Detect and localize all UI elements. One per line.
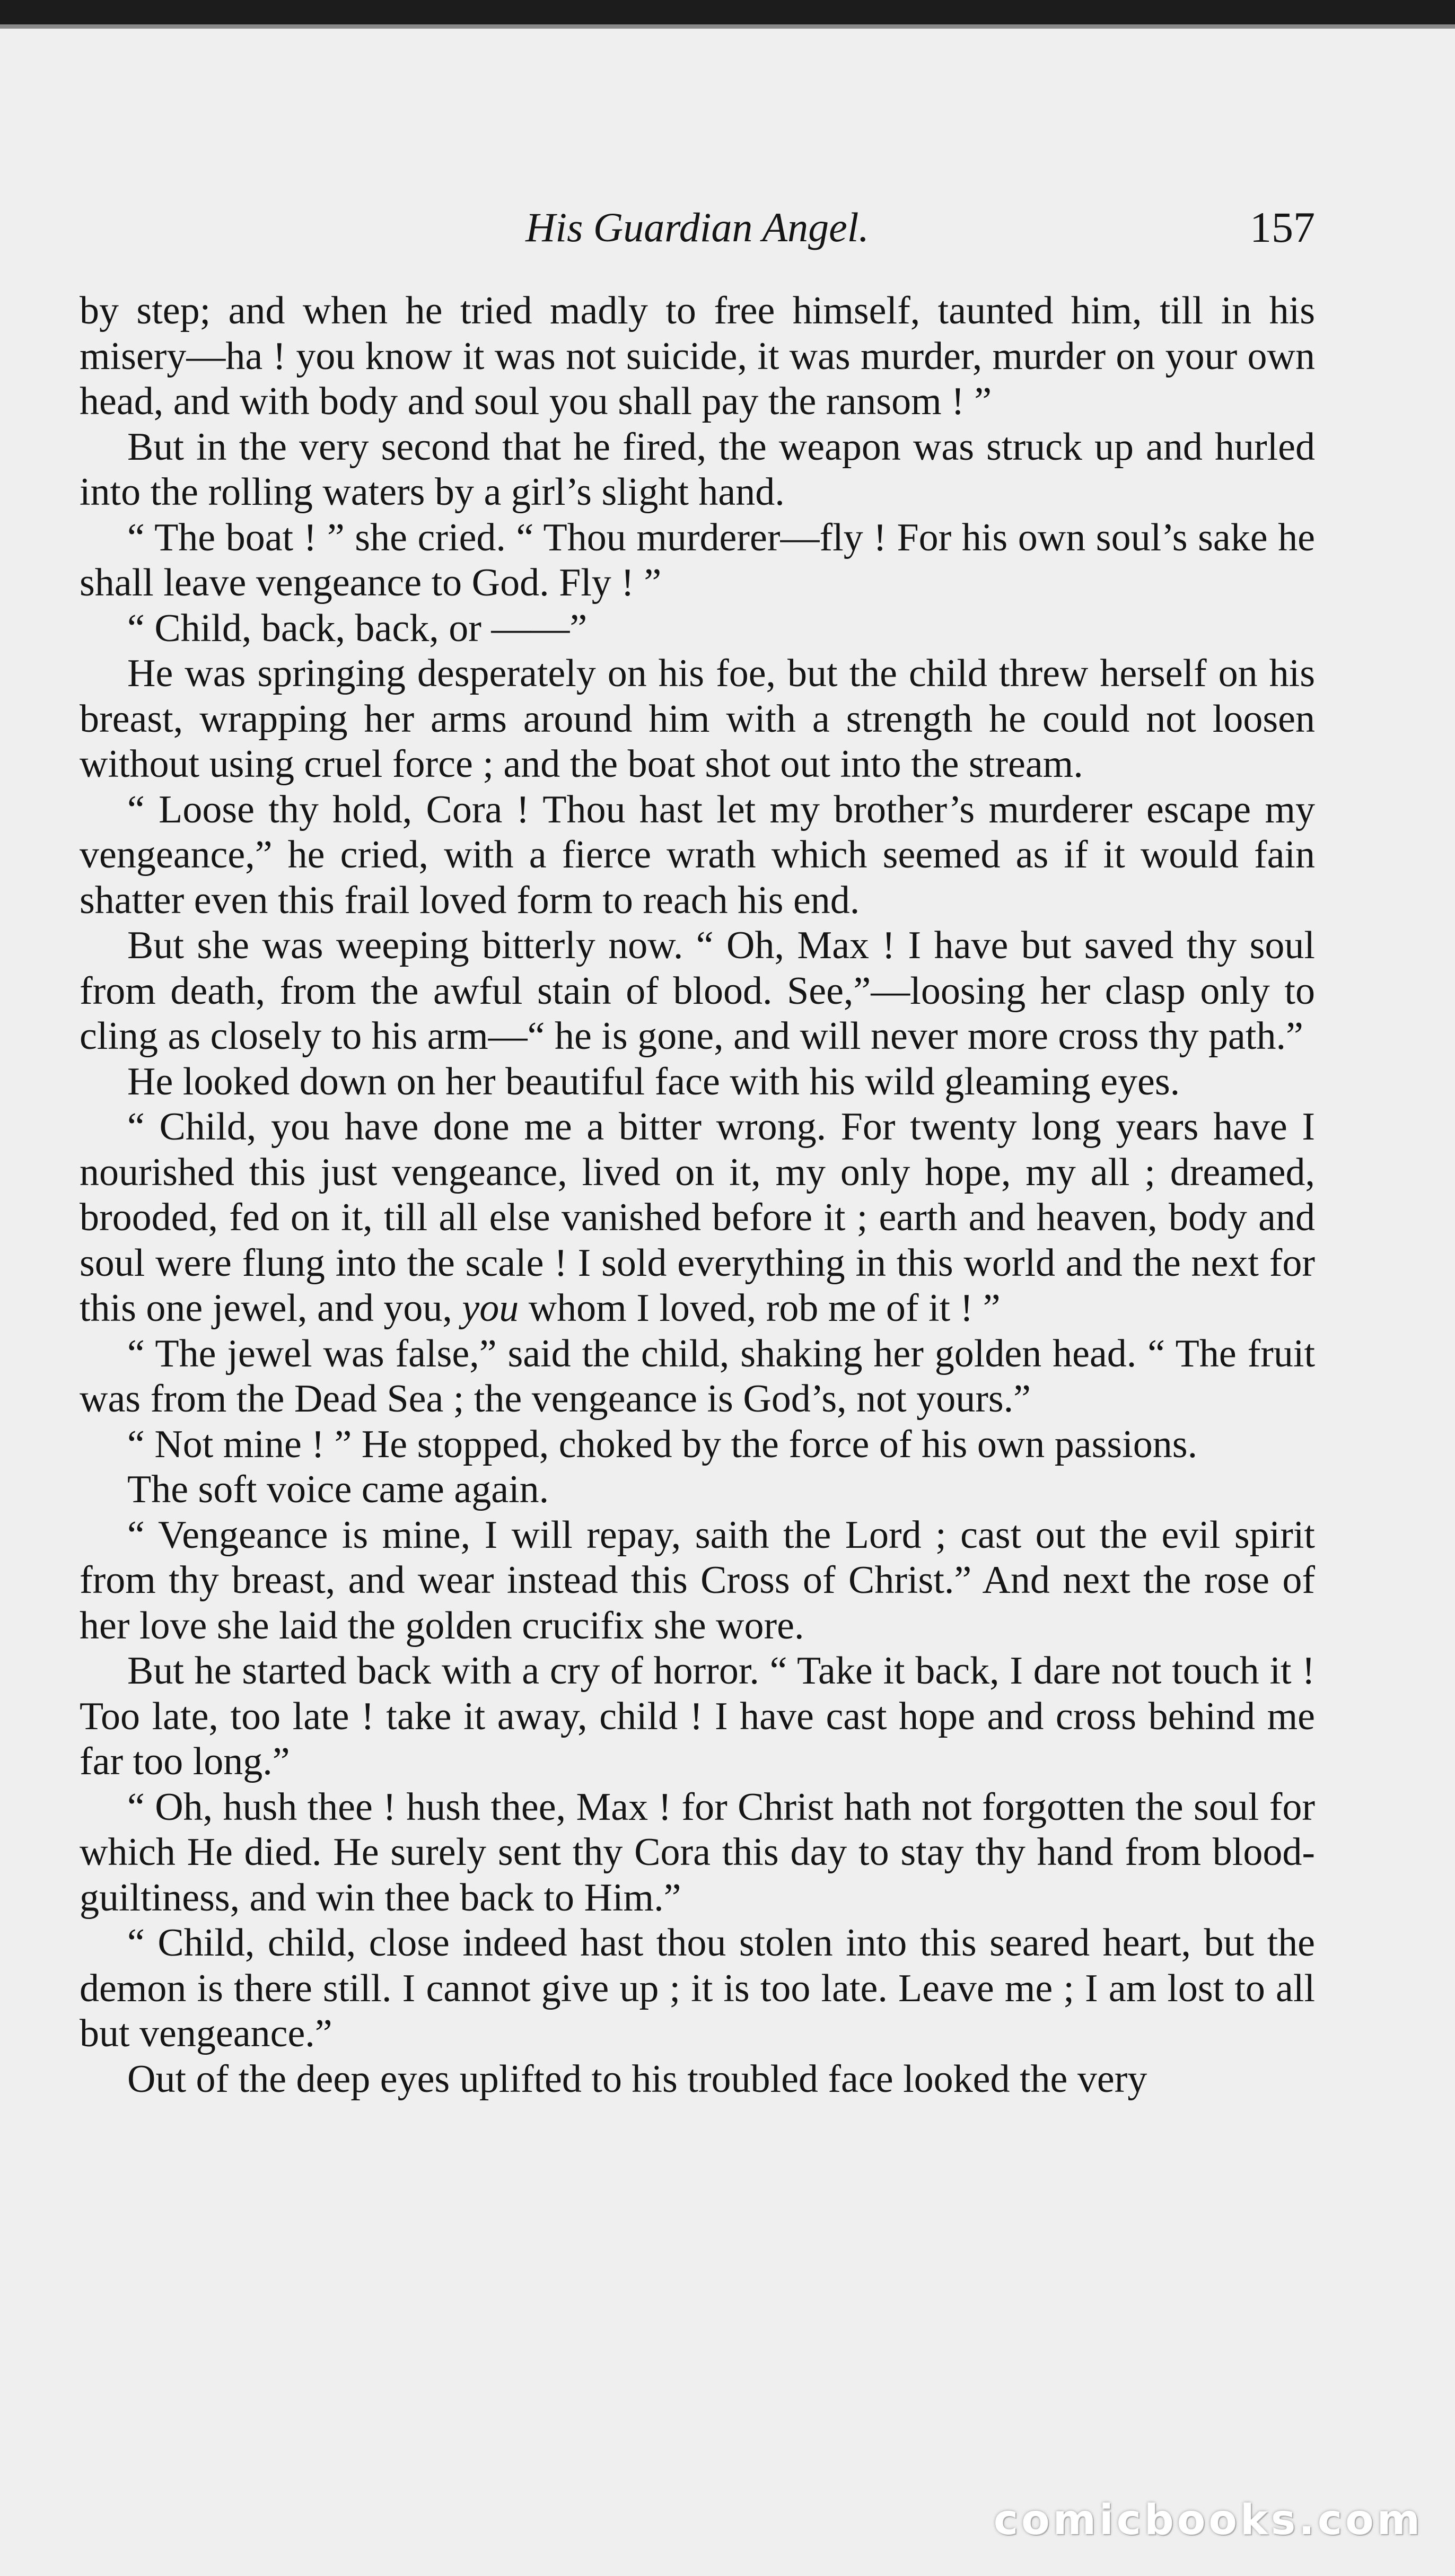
paragraph: Out of the deep eyes uplifted to his troubled face looked the very <box>127 2057 1147 2101</box>
scan-top-edge <box>0 24 1455 29</box>
watermark: comicbooks.com <box>993 2496 1423 2544</box>
paragraph: He looked down on her beautiful face with his wild gleaming eyes. <box>127 1059 1180 1103</box>
page-number: 157 <box>1250 203 1315 251</box>
paragraph: “ Child, back, back, or ——” <box>127 606 588 650</box>
running-title: His Guardian Angel. <box>525 204 869 250</box>
paragraph: He was springing desperately on his foe, but the child threw herself on his breast, wrapping her arms around him with a strength he could not loosen without using cruel force ; and the boat shot out into the stream. <box>80 652 1315 786</box>
paragraph: “ Child, child, close indeed hast thou stolen into this seared heart, but the demon is there still. I cannot give up ; it is too late. Leave me ; I am lost to all but vengeance.” <box>80 1921 1315 2055</box>
paragraph: “ The jewel was false,” said the child, shaking her golden head. “ The fruit was from the Dead Sea ; the vengeance is God’s, not yours.” <box>80 1331 1315 1421</box>
emphasis: you <box>462 1286 519 1330</box>
paragraph: But he started back with a cry of horror. “ Take it back, I dare not touch it ! Too late, too late ! take it away, child ! I have cast hope and cross behind me far too long.” <box>80 1649 1315 1783</box>
paragraph: “ Oh, hush thee ! hush thee, Max ! for Christ hath not forgotten the soul for which He died. He surely sent thy Cora this day to stay thy hand from blood-guiltiness, and win thee back to Him.” <box>80 1785 1315 1920</box>
page-header <box>80 198 1315 257</box>
paragraph-text: “ Child, you have done me a bitter wrong. For twenty long years have I nourished this just vengeance, lived on it, my only hope, my all ; dreamed, brooded, fed on it, till all else vanished before it ; earth and heaven, body and soul were flung into the scale ! I sold everything in this world and the next for this one jewel, and you, <box>80 1105 1315 1330</box>
paragraph: But in the very second that he fired, the weapon was struck up and hurled into the rolling waters by a girl’s slight hand. <box>80 425 1315 514</box>
body-text <box>80 288 1315 2102</box>
paragraph <box>80 1105 1315 1331</box>
paragraph: “ The boat ! ” she cried. “ Thou murderer—fly ! For his own soul’s sake he shall leave vengeance to God. Fly ! ” <box>80 515 1315 604</box>
paragraph-text: whom I loved, rob me of it ! ” <box>528 1286 1001 1330</box>
paragraph: “ Loose thy hold, Cora ! Thou hast let my brother’s murderer escape my vengeance,” he cried, with a fierce wrath which seemed as if it would fain shatter even this frail loved form to reach his end. <box>80 787 1315 922</box>
paragraph: “ Vengeance is mine, I will repay, saith the Lord ; cast out the evil spirit from thy breast, and wear instead this Cross of Christ.” And next the rose of her love she laid the golden crucifix she wore. <box>80 1513 1315 1648</box>
paragraph: “ Not mine ! ” He stopped, choked by the force of his own passions. <box>127 1422 1198 1466</box>
paragraph: The soft voice came again. <box>127 1468 549 1511</box>
paragraph: by step; and when he tried madly to free himself, taunted him, till in his misery—ha ! you know it was not suicide, it was murder, murder on your own head, and with body and soul you shall pay the ransom ! ” <box>80 289 1315 423</box>
paragraph: But she was weeping bitterly now. “ Oh, Max ! I have but saved thy soul from death, from the awful stain of blood. See,”—loosing her clasp only to cling as closely to his arm—“ he is gone, and will never more cross thy path.” <box>80 924 1315 1058</box>
scan-top-border <box>0 0 1455 24</box>
book-page <box>0 29 1455 2576</box>
